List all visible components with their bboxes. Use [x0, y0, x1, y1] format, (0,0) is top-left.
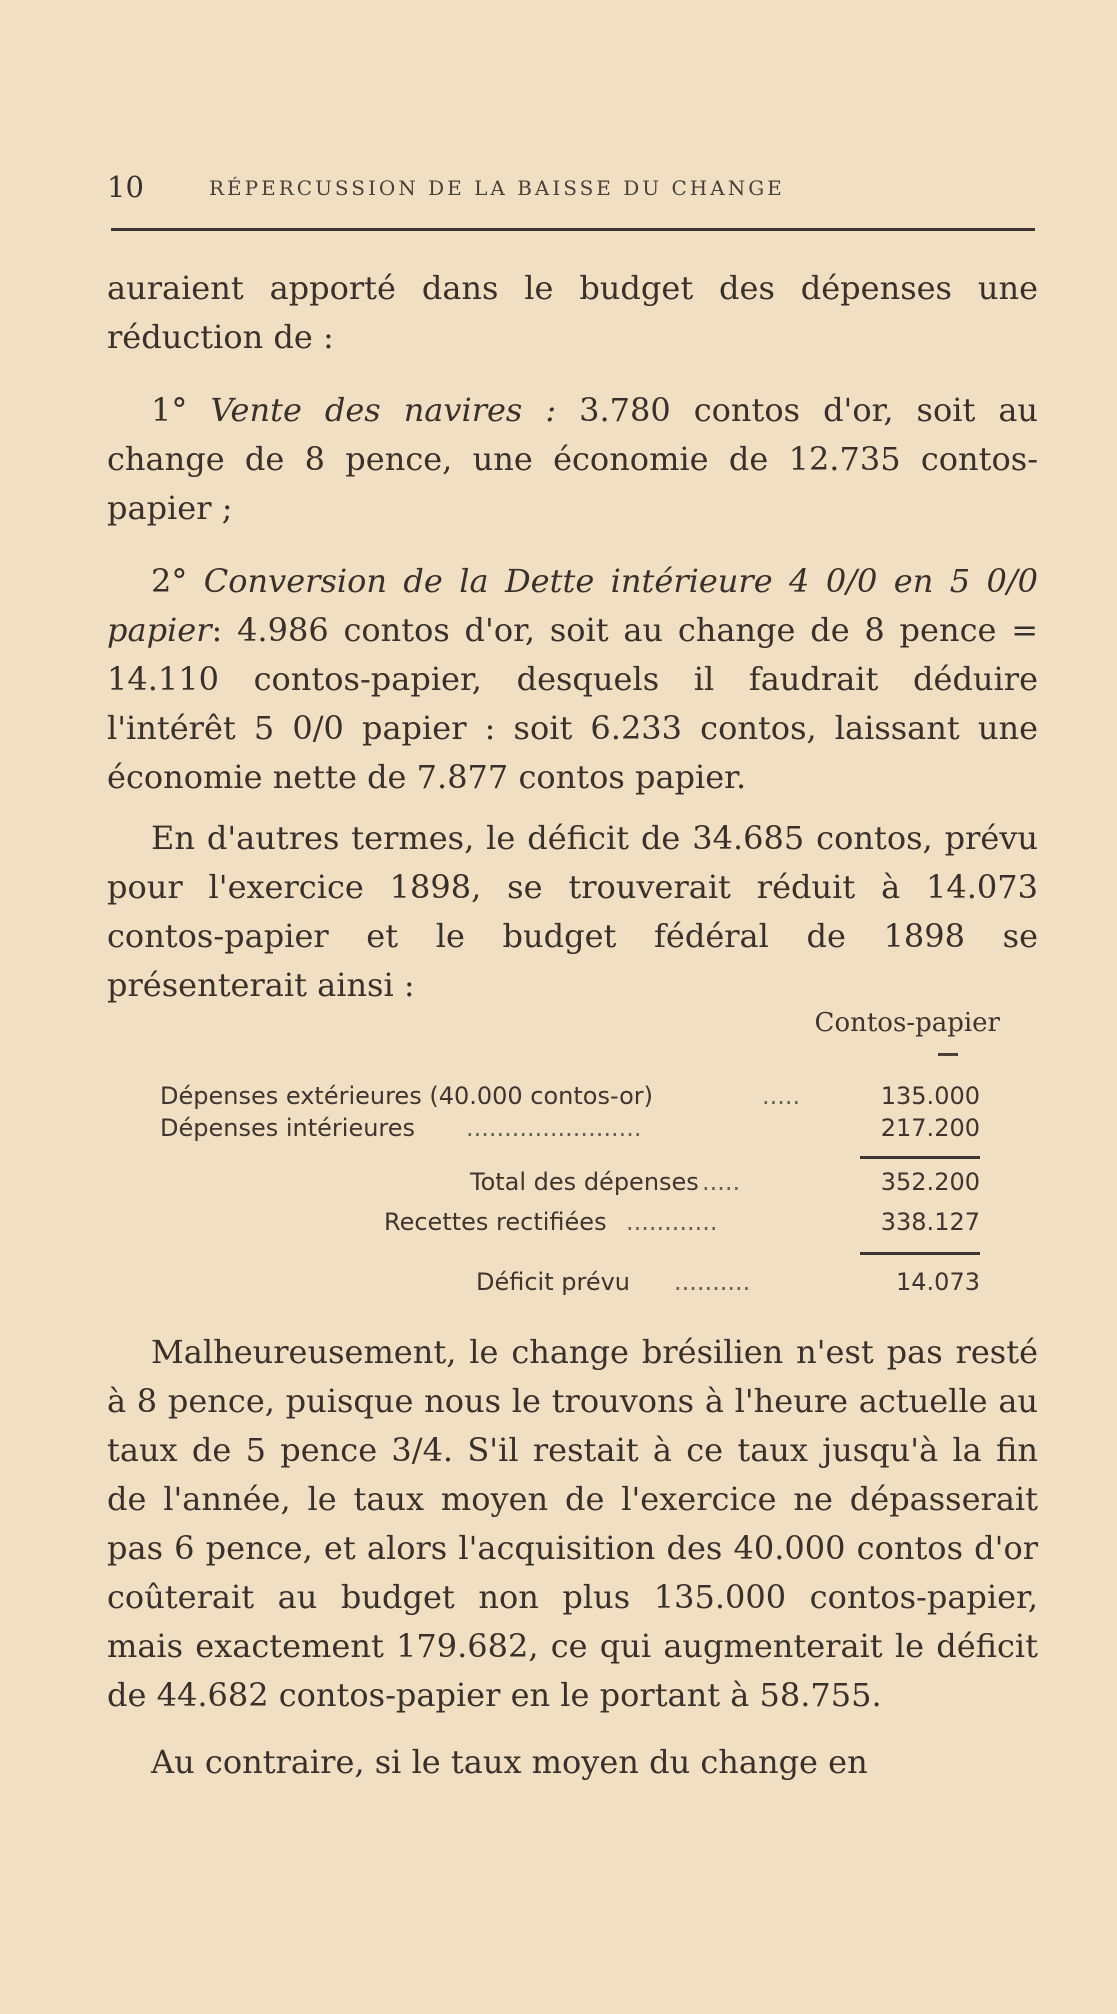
page-number: 10	[107, 170, 144, 204]
running-title: RÉPERCUSSION DE LA BAISSE DU CHANGE	[209, 176, 785, 200]
sum-rule	[860, 1156, 980, 1159]
leader-dots: ..........	[674, 1268, 751, 1296]
leader-dots: ............	[626, 1208, 718, 1236]
table-row	[476, 1268, 980, 1298]
table-row	[160, 1082, 980, 1112]
paragraph-6: Au contraire, si le taux moyen du change en	[151, 1743, 868, 1781]
row-value: 135.000	[880, 1082, 980, 1110]
paragraph-1: auraient apporté dans le budget des dépenses une réduction de :	[107, 269, 1038, 356]
paragraph-5: Malheureusement, le change brésilien n'est pas resté à 8 pence, puisque nous le trouvons à l'heure actuelle au taux de 5 pence 3/4. S'il restait à ce taux jusqu'à la fin de l'année, le taux moyen de l'exercice ne dépasserait pas 6 pence, et alors l'acquisition des 40.000 contos d'or coûterait au budget non plus 135.000 contos-papier, mais exactement 179.682, ce qui augmenterait le déficit de 44.682 contos-papier en le portant à 58.755.	[107, 1333, 1038, 1714]
table-row	[384, 1208, 980, 1238]
row-label: Recettes rectifiées	[384, 1208, 607, 1236]
item-title: Vente des navires :	[210, 391, 557, 429]
table-row	[160, 1114, 980, 1144]
item-title: Conversion de la Dette intérieure 4 0/0 en 5 0/0 papier	[107, 562, 1039, 649]
leader-dots: .......................	[466, 1114, 642, 1142]
item-number: 1°	[151, 391, 211, 429]
paragraph-3	[107, 557, 1038, 802]
header-rule	[111, 228, 1035, 231]
item-text: 3.780 contos d'or, soit au change de 8 pence, une économie de 12.735 contos-papier ;	[107, 391, 1039, 527]
leader-dots: .....	[762, 1082, 801, 1110]
table-row	[470, 1168, 980, 1198]
item-number: 2°	[151, 562, 204, 600]
row-value: 338.127	[880, 1208, 980, 1236]
paragraph-4: En d'autres termes, le déficit de 34.685 contos, prévu pour l'exercice 1898, se trouverait réduit à 14.073 contos-papier et le budget fédéral de 1898 se présenterait ainsi :	[107, 819, 1038, 1004]
row-value: 14.073	[896, 1268, 980, 1296]
row-value: 352.200	[880, 1168, 980, 1196]
row-value: 217.200	[880, 1114, 980, 1142]
text-block-bottom	[107, 1328, 1038, 1787]
row-label: Total des dépenses	[470, 1168, 699, 1196]
text-block-top	[107, 264, 1038, 1010]
sum-rule	[860, 1252, 980, 1255]
row-label: Déficit prévu	[476, 1268, 631, 1296]
leader-dots: .....	[702, 1168, 741, 1196]
row-label: Dépenses extérieures (40.000 contos-or)	[160, 1082, 654, 1110]
paragraph-2	[107, 386, 1038, 533]
column-header-dash	[938, 1053, 958, 1056]
item-text: : 4.986 contos d'or, soit au change de 8 pence = 14.110 contos-papier, desquels il faudrait déduire l'intérêt 5 0/0 papier : soit 6.233 contos, laissant une économie nette de 7.877 contos papier.	[107, 611, 1038, 796]
running-head	[107, 170, 1037, 210]
row-label: Dépenses intérieures	[160, 1114, 416, 1142]
column-header: Contos-papier	[814, 1008, 1000, 1038]
